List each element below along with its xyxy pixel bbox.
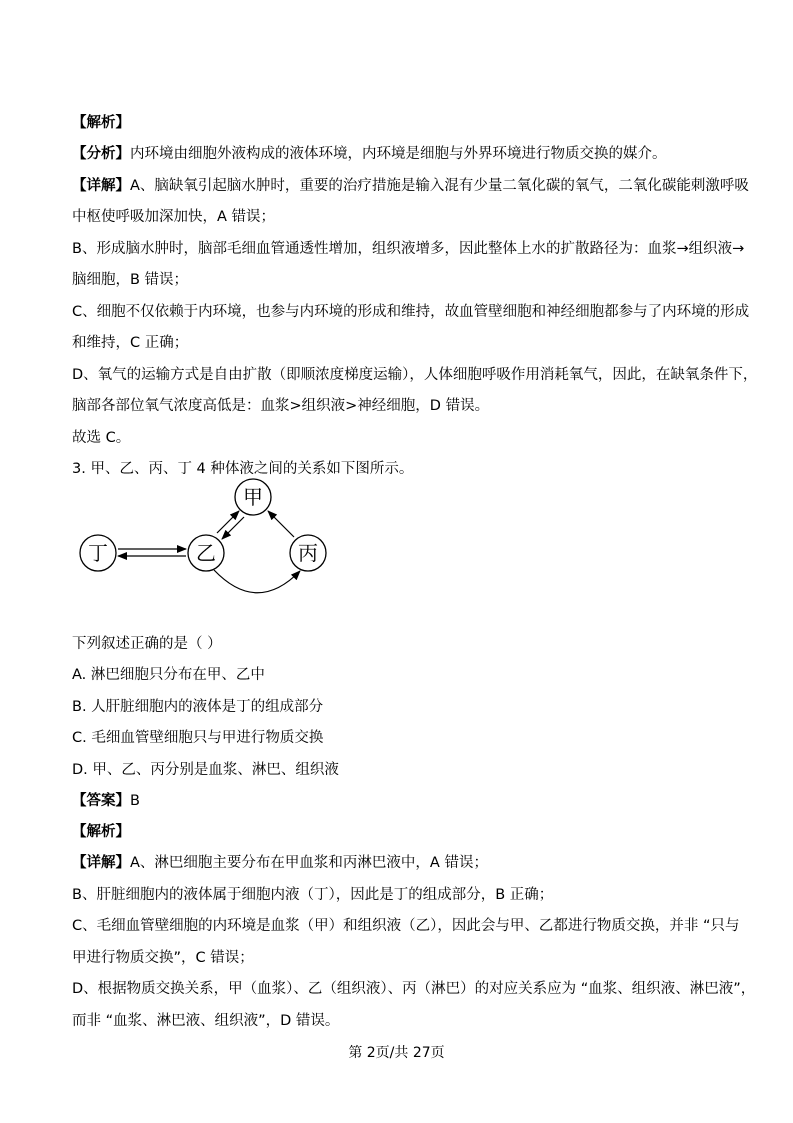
analysis-line: [72, 144, 667, 164]
node-ding: [80, 535, 116, 571]
svg-text:甲: 甲: [243, 485, 263, 509]
detail2-line-4: 甲进行物质交换”，C 错误；: [72, 950, 254, 966]
svg-text:丁: 丁: [88, 541, 108, 565]
analysis-text: 内环境由细胞外液构成的液体环境，内环境是细胞与外界环境进行物质交换的媒介。: [130, 146, 667, 162]
arrow-yi-to-bing: [214, 570, 300, 593]
node-jia: [235, 479, 271, 515]
question-prompt: 下列叙述正确的是（ ）: [72, 636, 222, 652]
detail-line-6: 和维持，C 正确；: [72, 335, 189, 351]
detail2-line-3: C、毛细血管壁细胞的内环境是血浆（甲）和组织液（乙），因此会与甲、乙都进行物质交换，并非 “只与: [72, 918, 740, 934]
explanation-heading-2: 【解析】: [72, 824, 130, 840]
conclusion-line: 故选 C。: [72, 430, 131, 446]
detail-line-4: 脑细胞，B 错误；: [72, 272, 189, 288]
detail-line-1: [72, 176, 749, 196]
detail-tag-2: 【详解】: [72, 855, 130, 871]
detail-line-8: 脑部各部位氧气浓度高低是：血浆>组织液>神经细胞，D 错误。: [72, 398, 490, 414]
svg-text:丙: 丙: [298, 541, 318, 565]
question-stem: 3. 甲、乙、丙、丁 4 种体液之间的关系如下图所示。: [72, 461, 414, 477]
detail-line-3: B、形成脑水肿时，脑部毛细血管通透性增加，组织液增多，因此整体上水的扩散路径为：血浆→组织液→: [72, 241, 745, 257]
option-b: B. 人肝脏细胞内的液体是丁的组成部分: [72, 699, 324, 715]
analysis-tag: 【分析】: [72, 146, 130, 162]
option-a: A. 淋巴细胞只分布在甲、乙中: [72, 667, 265, 683]
explanation-heading: 【解析】: [72, 115, 130, 131]
arrow-jia-to-yi: [222, 517, 244, 539]
detail-text: A、脑缺氧引起脑水肿时，重要的治疗措施是输入混有少量二氧化碳的氧气，二氧化碳能刺激呼吸: [130, 178, 749, 194]
detail2-line-5: D、根据物质交换关系，甲（血浆）、乙（组织液）、丙（淋巴）的对应关系应为 “血浆、组织液、淋巴液”，: [72, 981, 756, 997]
detail2-line-1: [72, 853, 488, 873]
detail-line-2: 中枢使呼吸加深加快，A 错误；: [72, 209, 276, 225]
body-fluid-diagram: [72, 475, 342, 605]
node-bing: [290, 535, 326, 571]
svg-text:乙: 乙: [196, 541, 216, 565]
answer-tag: 【答案】: [72, 793, 130, 809]
detail-tag: 【详解】: [72, 178, 130, 194]
option-d: D. 甲、乙、丙分别是血浆、淋巴、组织液: [72, 762, 339, 778]
option-c: C. 毛细血管壁细胞只与甲进行物质交换: [72, 730, 324, 746]
page-footer: 第 2页/共 27页: [348, 1045, 445, 1061]
detail2-text: A、淋巴细胞主要分布在甲血浆和丙淋巴液中，A 错误；: [130, 855, 488, 871]
answer-value: B: [130, 793, 140, 809]
detail-line-7: D、氧气的运输方式是自由扩散（即顺浓度梯度运输），人体细胞呼吸作用消耗氧气，因此，在缺氧条件下，: [72, 367, 758, 383]
answer-line: [72, 791, 140, 811]
detail-line-5: C、细胞不仅依赖于内环境，也参与内环境的形成和维持，故血管壁细胞和神经细胞都参与了内环境的形成: [72, 304, 750, 320]
node-yi: [188, 535, 224, 571]
detail2-line-2: B、肝脏细胞内的液体属于细胞内液（丁），因此是丁的组成部分，B 正确；: [72, 887, 554, 903]
detail2-line-6: 而非 “血浆、淋巴液、组织液”，D 错误。: [72, 1013, 340, 1029]
arrow-bing-to-jia: [268, 511, 294, 537]
arrow-yi-to-jia: [217, 511, 239, 533]
